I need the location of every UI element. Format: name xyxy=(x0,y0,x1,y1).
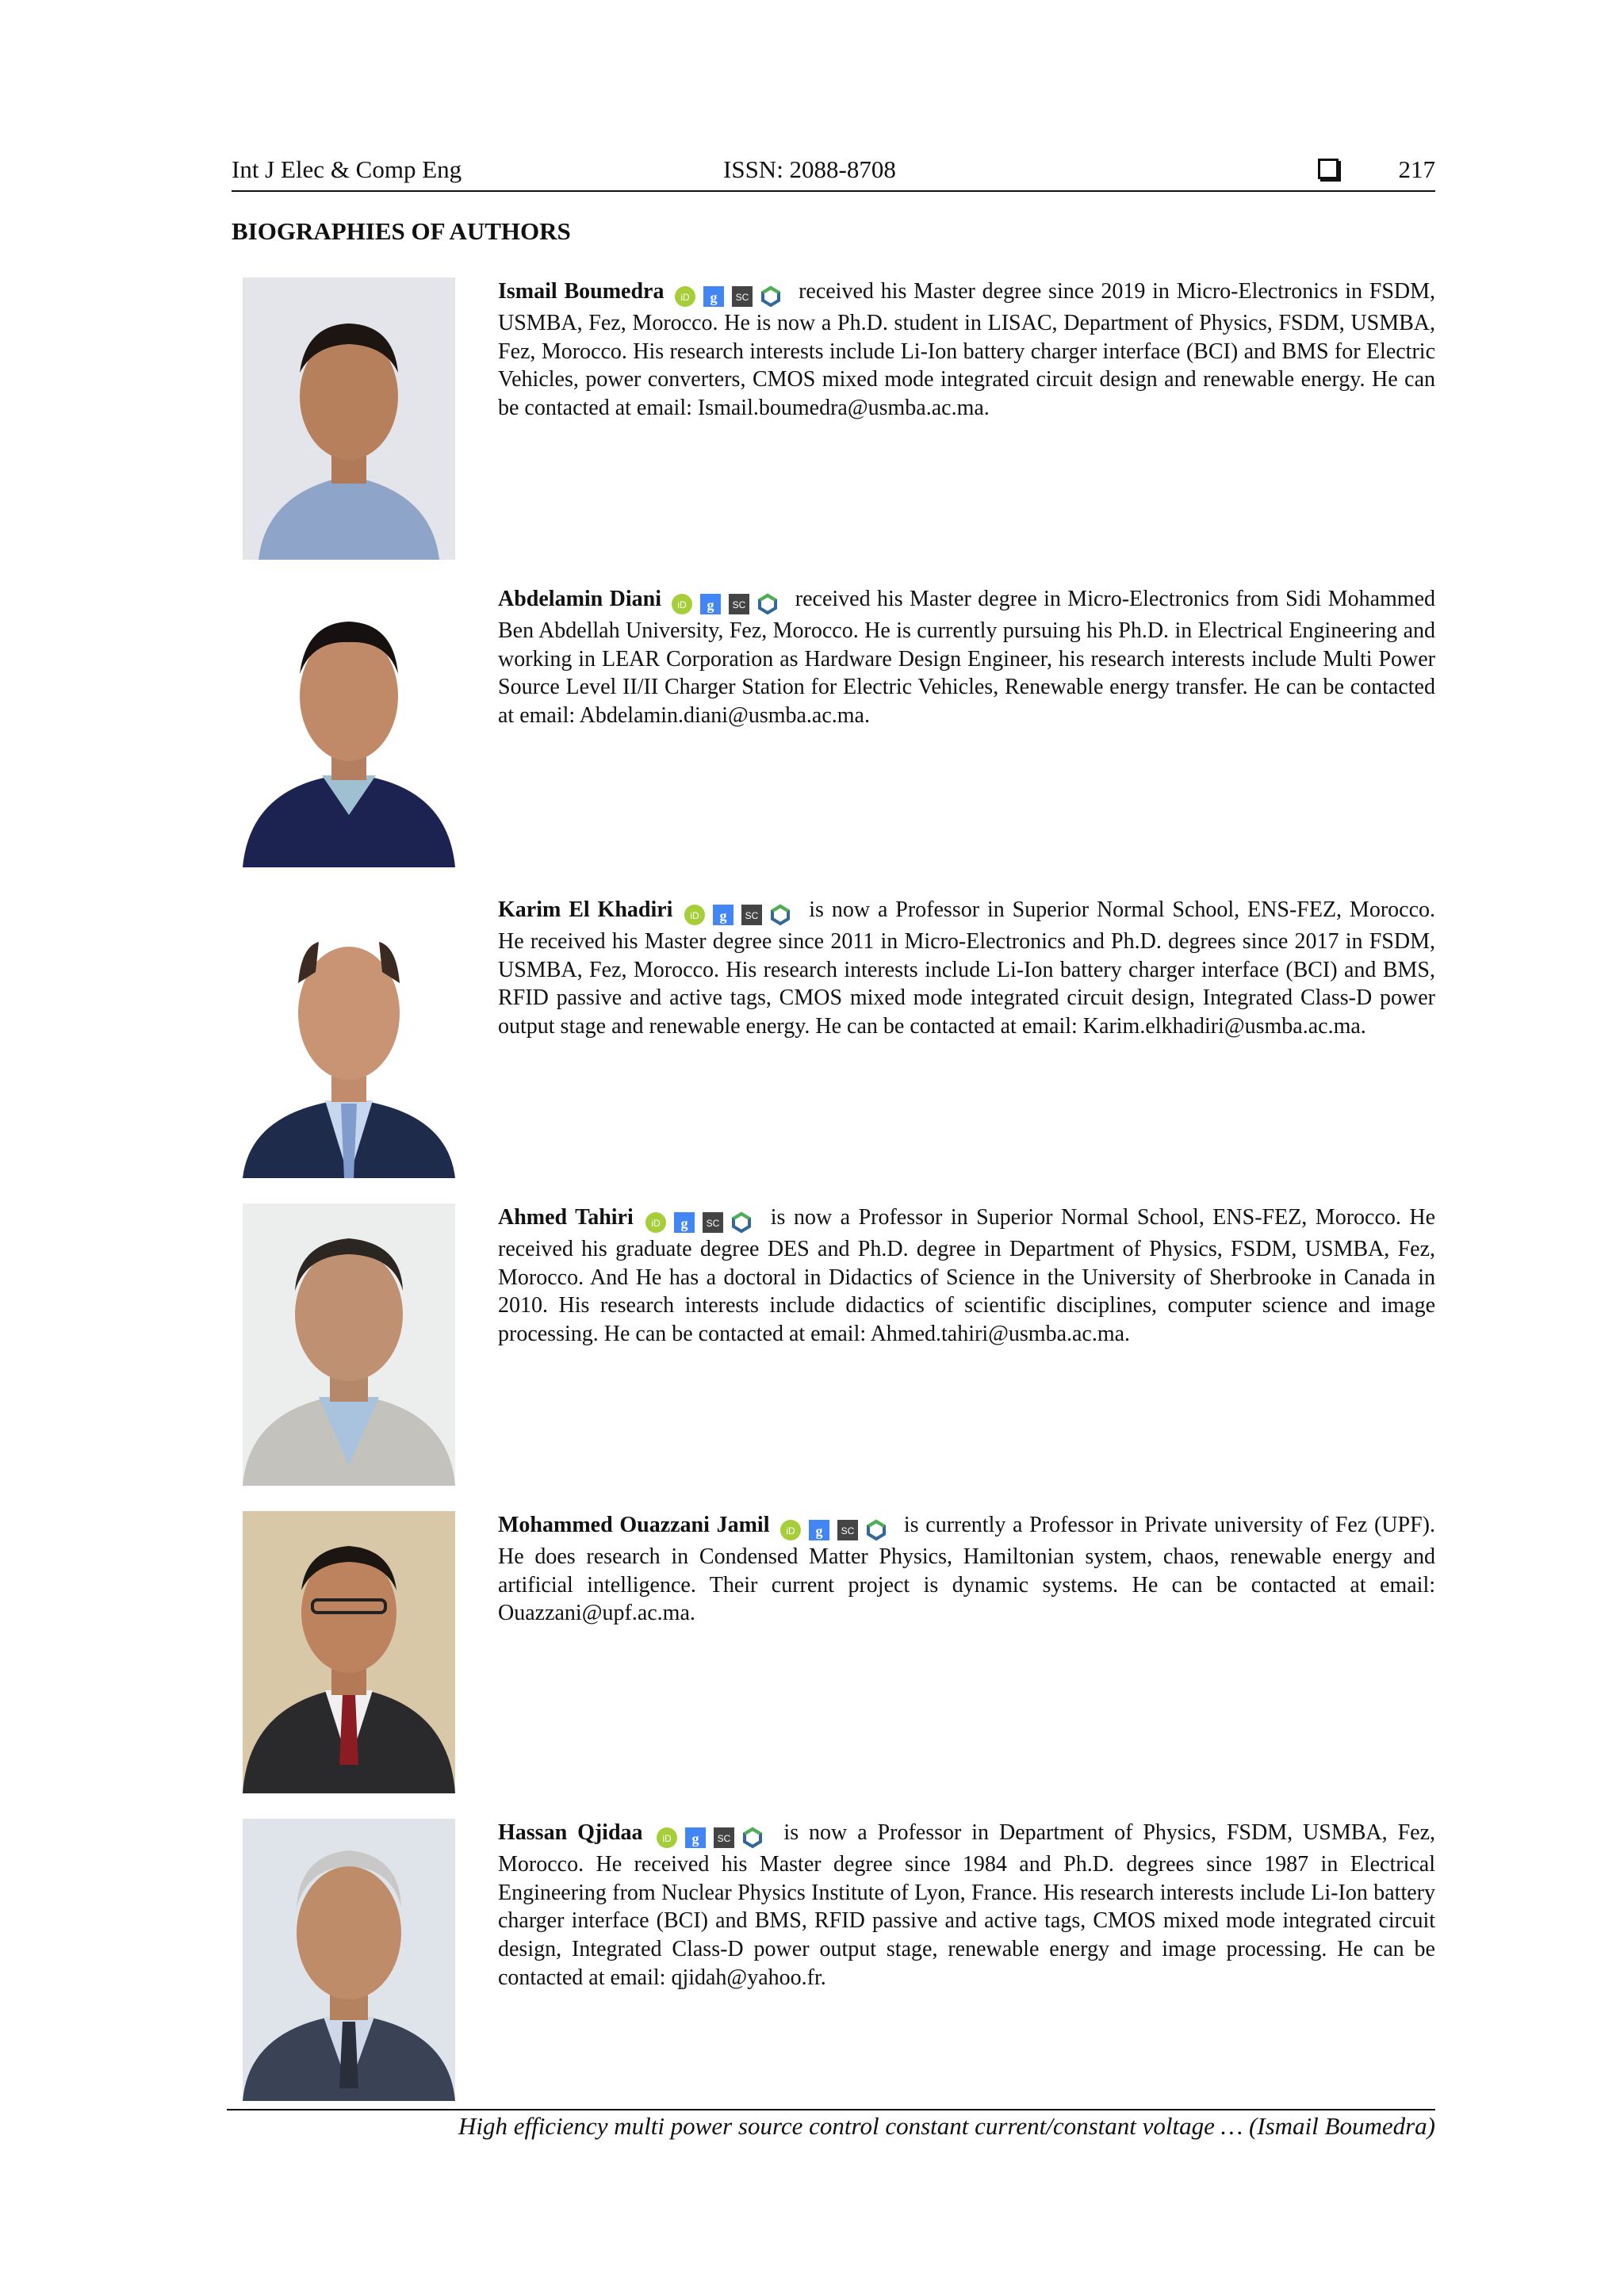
footer-divider xyxy=(227,2109,1435,2110)
author-bio-text: received his Master degree in Micro-Electronics from Sidi Mohammed Ben Abdellah University, Fez, Morocco. He is currently pursuing his Ph.D. in Electrical Engineering and working in LEAR Corporation as Hardware Design Engineer, his research interests include Multi Power Source Level II/II Charger Station for Electric Vehicles, Renewable energy transfer. He can be contacted at email: Abdelamin.diani@usmba.ac.ma. xyxy=(498,587,1436,729)
page-header xyxy=(232,152,1435,192)
author-bio xyxy=(498,896,1435,1041)
svg-text:SC: SC xyxy=(841,1525,855,1536)
author-name: Abdelamin Diani xyxy=(498,587,661,611)
author-bio xyxy=(498,277,1435,423)
orcid-icon[interactable] xyxy=(645,1211,667,1234)
author-name: Ahmed Tahiri xyxy=(498,1205,634,1230)
svg-text:g: g xyxy=(707,596,714,613)
google-scholar-icon[interactable] xyxy=(712,904,734,926)
author-name: Mohammed Ouazzani Jamil xyxy=(498,1513,770,1537)
profile-icons xyxy=(674,281,788,309)
orcid-icon[interactable] xyxy=(684,904,706,926)
author-bio-text: is currently a Professor in Private university of Fez (UPF). He does research in Condensed Matter Physics, Hamiltonian system, chaos, renewable energy and artificial intelligence. Their current project is dynamic systems. He can be contacted at email: Ouazzani@upf.ac.ma. xyxy=(498,1513,1435,1626)
orcid-icon[interactable] xyxy=(656,1827,678,1849)
author-photo xyxy=(243,896,455,1178)
scopus-icon[interactable] xyxy=(702,1211,724,1234)
svg-text:iD: iD xyxy=(786,1525,795,1536)
svg-text:iD: iD xyxy=(680,291,690,303)
profile-icons xyxy=(684,899,798,928)
scopus-icon[interactable] xyxy=(741,904,763,926)
orcid-icon[interactable] xyxy=(779,1519,802,1541)
scopus-icon[interactable] xyxy=(728,593,750,615)
svg-text:SC: SC xyxy=(718,1832,731,1844)
scopus-icon[interactable] xyxy=(837,1519,859,1541)
orcid-icon[interactable] xyxy=(671,593,693,615)
publons-icon[interactable] xyxy=(756,593,779,615)
author-photo xyxy=(243,585,455,867)
google-scholar-icon[interactable] xyxy=(703,285,725,308)
profile-icons xyxy=(779,1514,894,1543)
author-bio-text: received his Master degree since 2019 in Micro-Electronics in FSDM, USMBA, Fez, Morocco. He is now a Ph.D. student in LISAC, Department of Physics, FSDM, USMBA, Fez, Morocco. His research interests include Li-Ion battery charger interface (BCI) and BMS for Electric Vehicles, power converters, CMOS mixed mode integrated circuit design and renewable energy. He can be contacted at email: Ismail.boumedra@usmba.ac.ma. xyxy=(498,279,1436,421)
svg-text:SC: SC xyxy=(733,599,746,610)
google-scholar-icon[interactable] xyxy=(699,593,722,615)
svg-text:g: g xyxy=(710,289,718,305)
svg-text:g: g xyxy=(680,1215,688,1231)
author-name: Ismail Boumedra xyxy=(498,279,665,304)
page-footer: High efficiency multi power source control constant current/constant voltage … (Ismail Boumedra) xyxy=(458,2112,1435,2140)
author-bio-text: is now a Professor in Superior Normal School, ENS-FEZ, Morocco. He received his graduate degree DES and Ph.D. degree in Department of Physics, FSDM, USMBA, Fez, Morocco. And He has a doctoral in Didactics of Science in the University of Sherbrooke in Canada in 2010. His research interests include didactics of scientific disciplines, computer science and image processing. He can be contacted at email: Ahmed.tahiri@usmba.ac.ma. xyxy=(498,1205,1436,1347)
checkbox-square-icon xyxy=(1318,159,1339,179)
author-photo xyxy=(243,1203,455,1486)
google-scholar-icon[interactable] xyxy=(808,1519,830,1541)
svg-text:SC: SC xyxy=(735,291,749,303)
author-bio xyxy=(498,1819,1435,1992)
svg-text:SC: SC xyxy=(706,1217,720,1229)
profile-icons xyxy=(671,588,785,617)
publons-icon[interactable] xyxy=(741,1827,764,1849)
author-photo xyxy=(243,277,455,560)
profile-icons xyxy=(656,1822,770,1850)
journal-name: Int J Elec & Comp Eng xyxy=(232,155,462,183)
author-bio-text: is now a Professor in Superior Normal School, ENS-FEZ, Morocco. He received his Master degree since 2011 in Micro-Electronics and Ph.D. degrees since 2017 in FSDM, USMBA, Fez, Morocco. His research interests include Li-Ion battery charger interface (BCI) and BMS, RFID passive and active tags, CMOS mixed mode integrated circuit design, Integrated Class-D power output stage and renewable energy. He can be contacted at email: Karim.elkhadiri@usmba.ac.ma. xyxy=(498,897,1436,1039)
svg-text:g: g xyxy=(815,1522,823,1539)
svg-text:SC: SC xyxy=(745,909,759,921)
scopus-icon[interactable] xyxy=(731,285,753,308)
author-photo xyxy=(243,1511,455,1793)
publons-icon[interactable] xyxy=(730,1211,753,1234)
publons-icon[interactable] xyxy=(865,1519,887,1541)
svg-text:iD: iD xyxy=(662,1832,672,1844)
publons-icon[interactable] xyxy=(760,285,782,308)
author-photo xyxy=(243,1819,455,2101)
author-bio-text: is now a Professor in Department of Physics, FSDM, USMBA, Fez, Morocco. He received his Master degree since 1984 and Ph.D. degrees since 1987 in Electrical Engineering from Nuclear Physics Institute of Lyon, France. His research interests include Li-Ion battery charger interface (BCI) and BMS, RFID passive and active tags, CMOS mixed mode integrated circuit design, Integrated Class-D power output stage, renewable energy and image processing. He can be contacted at email: qjidah@yahoo.fr. xyxy=(498,1820,1435,1990)
scopus-icon[interactable] xyxy=(713,1827,735,1849)
profile-icons xyxy=(645,1207,759,1235)
svg-text:iD: iD xyxy=(677,599,688,610)
google-scholar-icon[interactable] xyxy=(684,1827,707,1849)
orcid-icon[interactable] xyxy=(674,285,696,308)
section-title: BIOGRAPHIES OF AUTHORS xyxy=(232,217,571,245)
author-name: Hassan Qjidaa xyxy=(498,1820,643,1845)
publons-icon[interactable] xyxy=(769,904,791,926)
page-number: 217 xyxy=(1398,155,1435,183)
google-scholar-icon[interactable] xyxy=(673,1211,695,1234)
svg-text:g: g xyxy=(719,907,727,924)
author-bio xyxy=(498,585,1435,730)
svg-text:iD: iD xyxy=(651,1217,661,1229)
author-bio xyxy=(498,1511,1435,1628)
svg-text:g: g xyxy=(691,1830,699,1846)
author-bio xyxy=(498,1203,1435,1349)
svg-text:iD: iD xyxy=(690,909,700,921)
issn: ISSN: 2088-8708 xyxy=(723,155,896,183)
author-name: Karim El Khadiri xyxy=(498,897,673,922)
